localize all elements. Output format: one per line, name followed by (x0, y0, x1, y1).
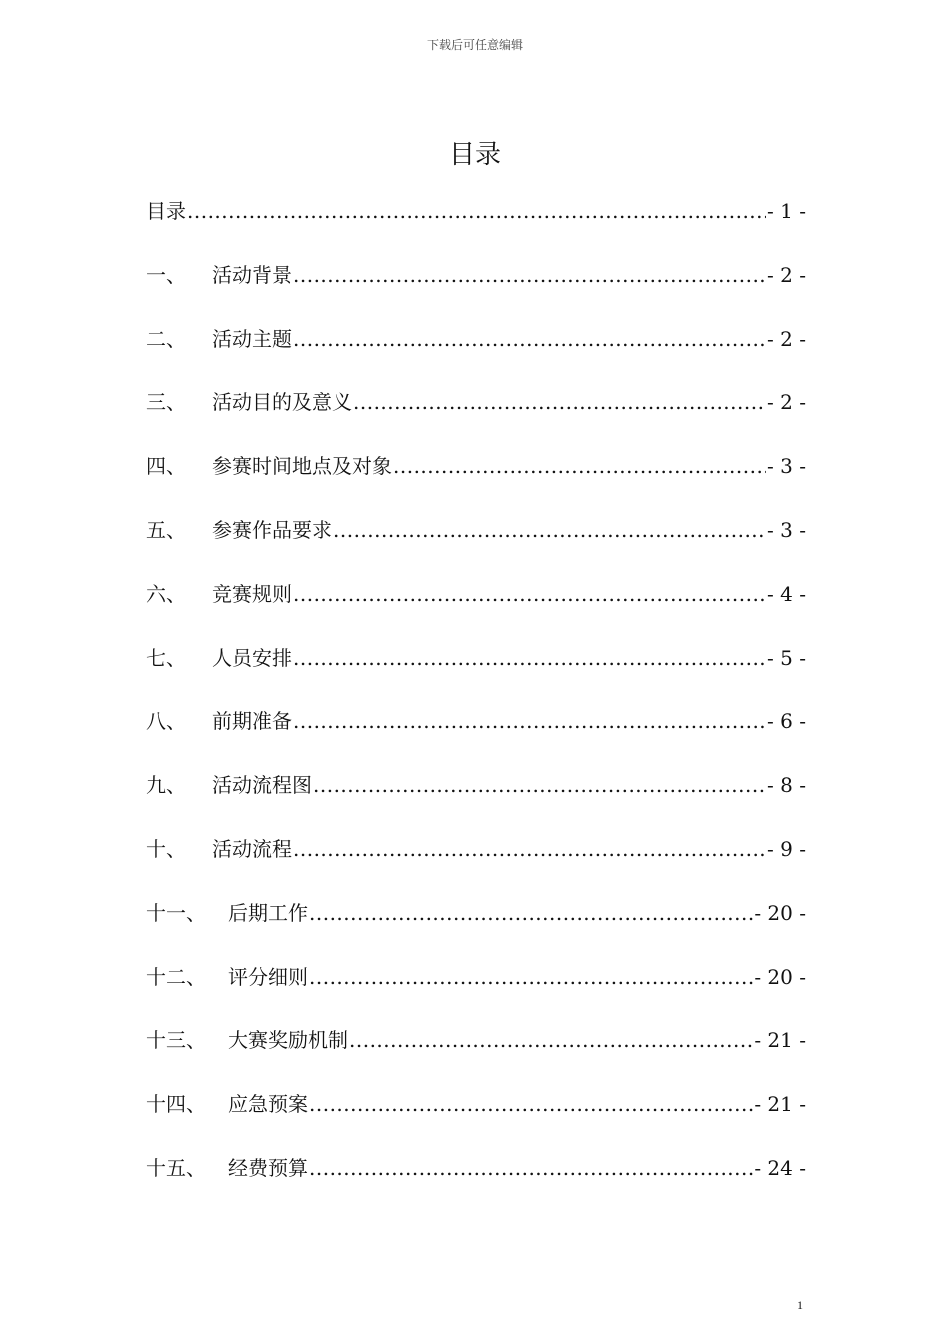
toc-entry-label: 前期准备 (212, 709, 292, 734)
toc-entry[interactable] (146, 959, 806, 1023)
toc-dot-leader (293, 576, 766, 612)
toc-entry-number: 九、 (146, 773, 186, 798)
toc-entry[interactable] (146, 1150, 806, 1214)
toc-entry-page: - 2 - (767, 262, 806, 287)
toc-entry-number: 十五、 (146, 1155, 206, 1180)
toc-entry-number: 十一、 (146, 900, 206, 925)
toc-entry-label: 参赛作品要求 (212, 517, 332, 542)
toc-entry-label: 活动目的及意义 (212, 390, 352, 415)
toc-entry-number: 十二、 (146, 964, 206, 989)
toc-dot-leader (293, 321, 766, 357)
toc-entry[interactable] (146, 448, 806, 512)
toc-entry[interactable] (146, 321, 806, 385)
toc-entry-label: 应急预案 (228, 1092, 308, 1117)
toc-entry-label: 竞赛规则 (212, 581, 292, 606)
toc-dot-leader (293, 831, 766, 867)
toc-entry[interactable] (146, 384, 806, 448)
toc-dot-leader (393, 448, 766, 484)
toc-dot-leader (353, 384, 766, 420)
toc-entry-label: 大赛奖励机制 (228, 1028, 348, 1053)
toc-entry-number: 七、 (146, 645, 186, 670)
toc-entry-page: - 1 - (767, 199, 806, 223)
toc-entry-page: - 8 - (767, 773, 806, 798)
toc-entry-page: - 6 - (767, 709, 806, 734)
toc-entry-page: - 20 - (754, 964, 806, 989)
toc-entry-page: - 21 - (754, 1028, 806, 1053)
toc-entry-label: 活动流程图 (212, 773, 312, 798)
toc-entry[interactable] (146, 1022, 806, 1086)
toc-entry[interactable] (146, 512, 806, 576)
toc-dot-leader (309, 1086, 753, 1122)
toc-dot-leader (309, 1150, 753, 1186)
table-of-contents (146, 193, 806, 1214)
toc-entry-label: 评分细则 (228, 964, 308, 989)
toc-dot-leader (187, 193, 766, 229)
toc-entry-page: - 21 - (754, 1092, 806, 1117)
toc-entry-number: 八、 (146, 709, 186, 734)
toc-entry-page: - 2 - (767, 326, 806, 351)
toc-entry-page: - 20 - (754, 900, 806, 925)
page-number: 1 (797, 1298, 803, 1312)
toc-dot-leader (313, 767, 766, 803)
toc-entry-page: - 9 - (767, 836, 806, 861)
toc-entry-number: 十、 (146, 836, 186, 861)
toc-entry-label: 人员安排 (212, 645, 292, 670)
page-header: 下载后可任意编辑 (426, 38, 523, 52)
toc-dot-leader (293, 703, 766, 739)
toc-entry-page: - 3 - (767, 454, 806, 479)
toc-entry[interactable] (146, 257, 806, 321)
toc-entry-label: 活动背景 (212, 262, 292, 287)
toc-entry-number: 三、 (146, 390, 186, 415)
toc-entry-label: 活动流程 (212, 836, 292, 861)
toc-entry-number: 四、 (146, 454, 186, 479)
toc-entry-number: 十四、 (146, 1092, 206, 1117)
toc-entry-label: 参赛时间地点及对象 (212, 454, 392, 479)
toc-dot-leader (293, 257, 766, 293)
toc-entry-page: - 2 - (767, 390, 806, 415)
toc-entry[interactable] (146, 1086, 806, 1150)
toc-entry-label: 目录 (146, 199, 186, 223)
toc-entry-page: - 3 - (767, 517, 806, 542)
toc-dot-leader (349, 1022, 753, 1058)
toc-entry[interactable] (146, 895, 806, 959)
toc-entry-label: 活动主题 (212, 326, 292, 351)
toc-entry-number: 一、 (146, 262, 186, 287)
toc-entry-number: 六、 (146, 581, 186, 606)
toc-entry-page: - 4 - (767, 581, 806, 606)
toc-entry[interactable] (146, 767, 806, 831)
toc-entry[interactable] (146, 576, 806, 640)
toc-entry[interactable] (146, 193, 806, 257)
toc-dot-leader (333, 512, 766, 548)
toc-entry-page: - 5 - (767, 645, 806, 670)
toc-entry-page: - 24 - (754, 1155, 806, 1180)
toc-title: 目录 (448, 140, 501, 170)
toc-entry-number: 十三、 (146, 1028, 206, 1053)
toc-entry-label: 后期工作 (228, 900, 308, 925)
toc-entry[interactable] (146, 703, 806, 767)
toc-entry-number: 五、 (146, 517, 186, 542)
toc-dot-leader (309, 959, 753, 995)
toc-dot-leader (309, 895, 753, 931)
toc-entry[interactable] (146, 640, 806, 704)
toc-entry[interactable] (146, 831, 806, 895)
toc-entry-number: 二、 (146, 326, 186, 351)
toc-dot-leader (293, 640, 766, 676)
toc-entry-label: 经费预算 (228, 1155, 308, 1180)
